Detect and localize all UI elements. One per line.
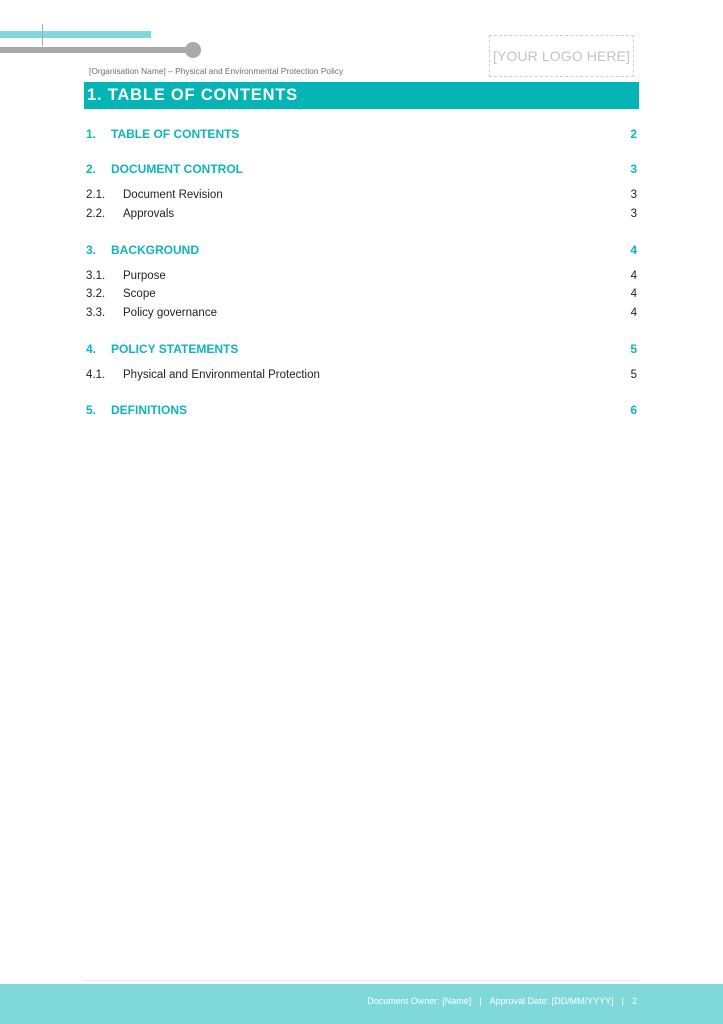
header-decoration-grey-bar [0, 47, 196, 53]
header-decoration-dot [185, 42, 201, 58]
toc-entry-title: DOCUMENT CONTROL [111, 162, 243, 176]
toc-entry-number: 4.1. [86, 369, 106, 381]
toc-entry-number: 1. [86, 127, 97, 141]
toc-entry-title: POLICY STATEMENTS [111, 342, 239, 356]
toc-entry-number: 3.3. [86, 307, 106, 319]
footer-document-owner: Document Owner: [Name] [367, 996, 472, 1006]
toc-entry-page: 3 [630, 208, 637, 220]
toc-entry-number: 2. [86, 162, 97, 176]
footer-page-number: 2 [631, 996, 637, 1006]
toc-entry-page: 5 [630, 369, 637, 381]
section-heading [84, 82, 639, 109]
toc-entry-title: BACKGROUND [111, 243, 199, 257]
footer-separator: | [621, 996, 624, 1006]
section-heading-title: TABLE OF CONTENTS [107, 86, 298, 104]
toc-entry-title: DEFINITIONS [111, 403, 188, 417]
logo-placeholder-text: [YOUR LOGO HERE] [493, 48, 630, 64]
logo-placeholder [489, 35, 634, 77]
footer-approval-date: Approval Date: [DD/MM/YYYY] [489, 996, 614, 1006]
toc-entry-title: TABLE OF CONTENTS [111, 127, 240, 141]
running-header-title: [Organisation Name] – Physical and Environmental Protection Policy [89, 66, 344, 76]
toc-entry-page: 6 [630, 403, 637, 417]
toc-entry-page: 2 [630, 127, 637, 141]
toc-entry-number: 2.2. [86, 208, 106, 220]
toc-entry-title: Purpose [123, 270, 166, 282]
toc-entry-title: Scope [123, 288, 156, 300]
toc-entry-number: 3. [86, 243, 97, 257]
toc-entry-page: 3 [630, 189, 637, 201]
toc-entry-page: 4 [630, 243, 637, 257]
toc-entry-number: 4. [86, 342, 97, 356]
toc-entry-number: 3.1. [86, 270, 106, 282]
toc-entry-title: Document Revision [123, 189, 223, 201]
header-decoration-teal-bar [0, 31, 151, 38]
toc-entry-number: 2.1. [86, 189, 106, 201]
toc-entry-page: 4 [630, 307, 637, 319]
header-decoration-tick [42, 24, 43, 46]
toc-entry-page: 3 [630, 162, 637, 176]
toc-entry-title: Policy governance [123, 307, 217, 319]
toc-entry-number: 5. [86, 403, 97, 417]
toc-entry-page: 4 [630, 270, 637, 282]
toc-entry-title: Physical and Environmental Protection [123, 369, 320, 381]
footer-separator: | [479, 996, 482, 1006]
toc-entry-page: 5 [630, 342, 637, 356]
toc-entry-number: 3.2. [86, 288, 106, 300]
footer-divider [84, 980, 639, 981]
toc-entry-page: 4 [630, 288, 637, 300]
section-heading-number: 1. [87, 86, 103, 104]
footer-info [367, 996, 637, 1006]
toc-entry-title: Approvals [123, 208, 175, 220]
